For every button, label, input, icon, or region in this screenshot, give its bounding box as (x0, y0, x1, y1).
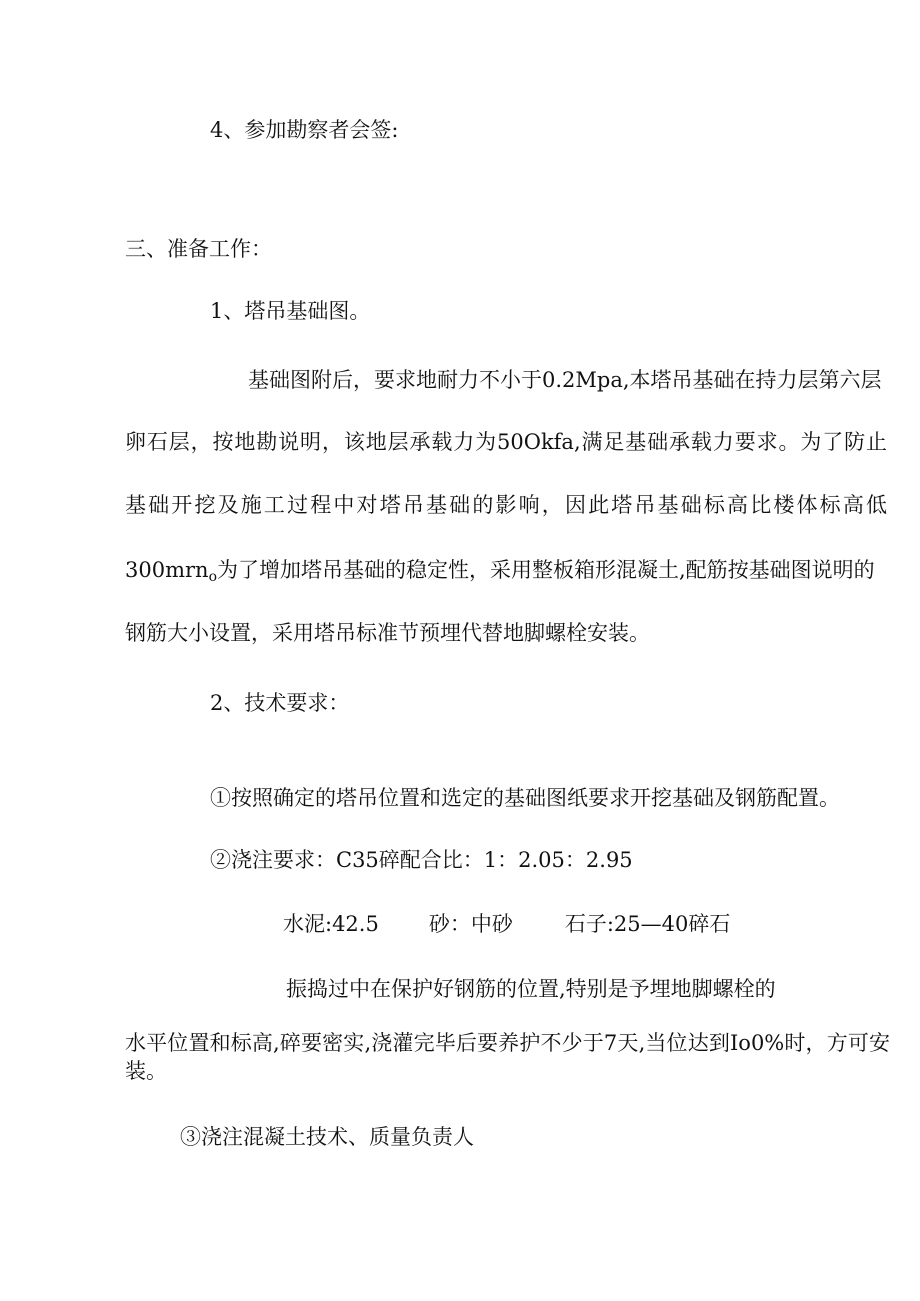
section-heading: 三、准备工作： (125, 237, 272, 261)
stone-spec: 石子:25—40碎石 (564, 912, 731, 936)
requirement-point-3: ③浇注混凝土技术、质量负责人 (180, 1125, 474, 1149)
paragraph-line: 基础开挖及施工过程中对塔吊基础的影响，因此塔吊基础标高比楼体标高低 (125, 493, 887, 517)
material-spec-line (283, 911, 730, 937)
subsection-heading-foundation-drawing: 1、塔吊基础图。 (210, 299, 371, 323)
paragraph-line: 钢筋大小设置，采用塔吊标准节预埋代替地脚螺栓安装。 (125, 621, 650, 645)
signoff-item: 4、参加勘察者会签: (210, 118, 399, 142)
paragraph-text: 水平位置和标高,碎要密实,浇灌完毕后要养护不少于7天,当位达到Io0%时，方可安装。 (125, 1031, 890, 1083)
paragraph-line: 卵石层，按地勘说明，该地层承载力为50Okfa,满足基础承载力要求。为了防止 (125, 430, 887, 454)
dimension-value: 300mrn (125, 558, 209, 582)
subsection-heading-technical-requirements: 2、技术要求： (210, 691, 350, 715)
sand-spec: 砂：中砂 (428, 912, 513, 936)
paragraph-line: 基础图附后，要求地耐力不小于0.2Mpa,本塔吊基础在持力层第六层 (248, 368, 882, 392)
paragraph-line (125, 557, 875, 590)
subscript-mark: o (208, 569, 217, 585)
cement-spec: 水泥:42.5 (283, 912, 379, 936)
paragraph-text: 为了增加塔吊基础的稳定性，采用整板箱形混凝土,配筋按基础图说明的 (217, 558, 875, 582)
paragraph-line: 振捣过中在保护好钢筋的位置,特别是予埋地脚螺栓的 (286, 977, 776, 1001)
requirement-point-2: ②浇注要求：C35碎配合比：1：2.05：2.95 (210, 848, 633, 872)
requirement-point-1: ①按照确定的塔吊位置和选定的基础图纸要求开挖基础及钢筋配置。 (210, 786, 840, 810)
